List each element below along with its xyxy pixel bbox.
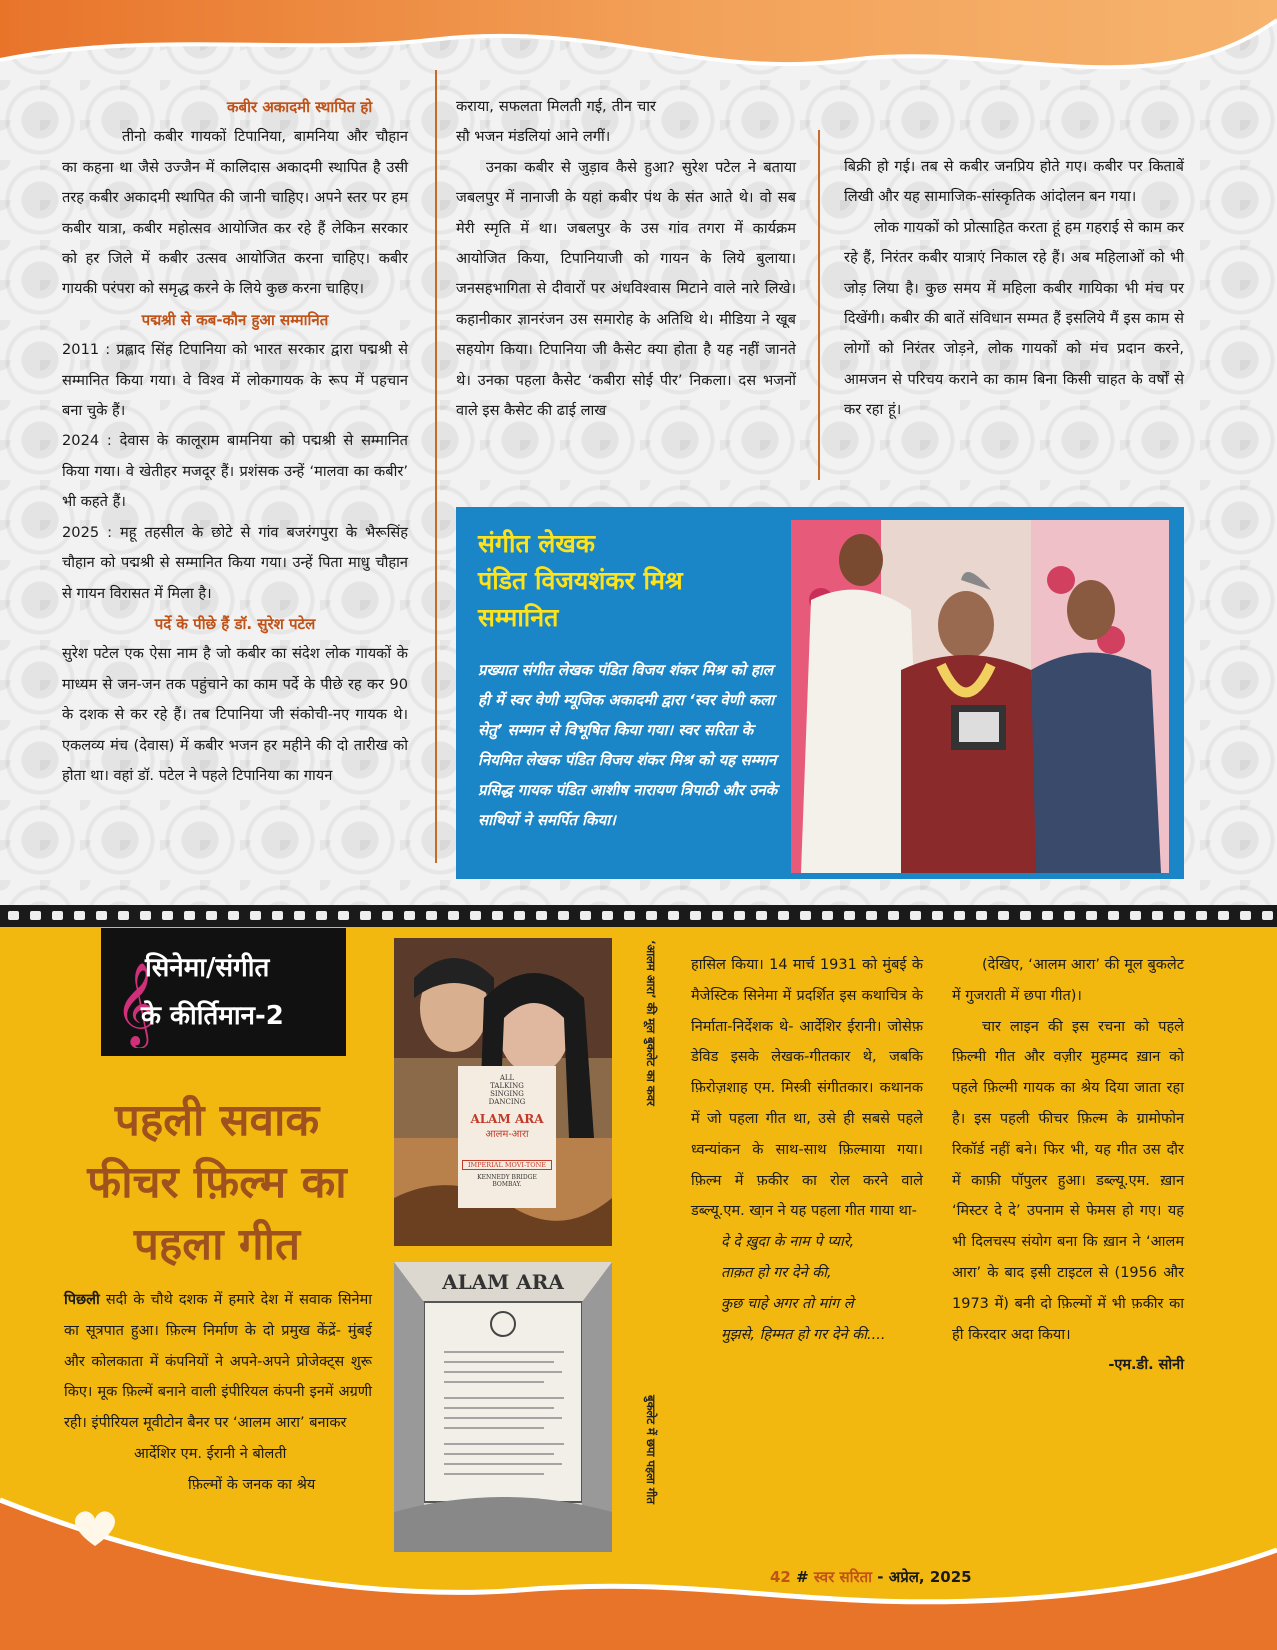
film-sprocket-hole xyxy=(734,911,745,920)
film-sprocket-hole xyxy=(844,911,855,920)
headline-line: पहला गीत xyxy=(133,1219,301,1270)
paragraph: 2024 : देवास के कालूराम बामनिया को पद्मश्री से सम्मानित किया गया। वे खेतीहर मजदूर हैं। प्रशंसक उन्हें ‘मालवा का कबीर’ भी कहते हैं। xyxy=(62,432,408,511)
footer-separator: # xyxy=(796,1568,809,1586)
film-sprocket-hole xyxy=(162,911,173,920)
subheading-suresh-patel: पर्दे के पीछे हैं डॉ. सुरेश पटेल xyxy=(154,614,316,633)
film-sprocket-hole xyxy=(1240,911,1251,920)
film-sprocket-hole xyxy=(866,911,877,920)
film-sprocket-hole xyxy=(96,911,107,920)
film-sprocket-hole xyxy=(228,911,239,920)
film-sprocket-hole xyxy=(888,911,899,920)
paragraph: (देखिए, ‘आलम आरा’ की मूल बुकलेट में गुजराती में छपा गीत)। xyxy=(952,957,1184,1004)
paragraph: सुरेश पटेल एक ऐसा नाम है जो कबीर का संदेश लोक गायकों के माध्यम से जन-जन तक पहुंचाने का काम पर्दे के पीछे रह कर 90 के दशक से कर रहे हैं। तब टिपानिया जी संकोची-नए गायक थे। एकलव्य मंच (देवास) में कबीर भजन हर महीने की दो तारीख को होता था। वहां डॉ. पटेल ने पहले टिपानिया का गायन xyxy=(62,645,408,784)
film-sprocket-hole xyxy=(294,911,305,920)
paragraph: चार लाइन की इस रचना को पहले फ़िल्मी गीत और वज़ीर मुहम्मद ख़ान को पहले फ़िल्मी गायक का श्रेय दिया जाता रहा है। इस पहली फीचर फ़िल्म के ग्रामोफोन रिकॉर्ड नहीं बने। फिर भी, यह गीत उस दौर में काफ़ी पॉपुलर हुआ। डब्ल्यू.एम. ख़ान ‘मिस्टर दे दे’ उपनाम से फेमस हो गए। यह भी दिलचस्प संयोग बना कि ख़ान ने ‘आलम आरा’ के बाद इसी टाइटल से (1956 और 1973 में) बनी दो फ़िल्मों में भी फ़कीर का ही किरदार अदा किया। xyxy=(952,1018,1184,1343)
poster-title: ALAM ARA xyxy=(470,1112,544,1126)
film-sprocket-hole xyxy=(558,911,569,920)
headline xyxy=(62,1090,372,1276)
paragraph-text: सदी के चौथे दशक में हमारे देश में सवाक सिनेमा का सूत्रपात हुआ। फ़िल्म निर्माण के दो प्रमुख केंद्रें- मुंबई और कोलकाता में कंपनियों ने अपने-अपने प्रोजेक्ट्स शुरू किए। मूक फ़िल्में बनाने वाली इंपीरियल कंपनी इनमें अग्रणी रही। इंपीरियल मूवीटोन बैनर पर ‘आलम आरा’ बनाकर xyxy=(64,1292,372,1432)
film-sprocket-hole xyxy=(998,911,1009,920)
svg-text:𝄞: 𝄞 xyxy=(115,961,158,1045)
film-sprocket-hole xyxy=(580,911,591,920)
film-sprocket-hole xyxy=(404,911,415,920)
film-sprocket-hole xyxy=(360,911,371,920)
box-title-line: पंडित विजयशंकर मिश्र xyxy=(478,566,683,595)
film-sprocket-hole xyxy=(1218,911,1229,920)
poster-hindi-title: आलम-आरा xyxy=(485,1129,529,1140)
film-sprocket-hole xyxy=(756,911,767,920)
bottom-wave-band xyxy=(0,1480,1277,1650)
film-sprocket-hole xyxy=(514,911,525,920)
film-sprocket-hole xyxy=(1108,911,1119,920)
paragraph: 2011 : प्रह्लाद सिंह टिपानिया को भारत सरकार द्वारा पद्मश्री से सम्मानित किया गया। वे विश्व में लोकगायक के रूप में पहचान बना चुके हैं। xyxy=(62,341,408,420)
film-sprocket-hole xyxy=(1042,911,1053,920)
film-sprocket-hole xyxy=(536,911,547,920)
poster-company: IMPERIAL MOVI-TONE xyxy=(462,1160,552,1170)
film-sprocket-hole xyxy=(624,911,635,920)
film-sprocket-hole xyxy=(954,911,965,920)
booklet-title: ALAM ARA xyxy=(442,1270,564,1294)
film-sprocket-hole xyxy=(910,911,921,920)
film-sprocket-hole xyxy=(778,911,789,920)
author-credit: -एम.डी. सोनी xyxy=(1108,1357,1184,1374)
film-sprocket-hole xyxy=(800,911,811,920)
film-sprocket-hole xyxy=(1152,911,1163,920)
film-sprocket-hole xyxy=(8,911,19,920)
paragraph: हासिल किया। 14 मार्च 1931 को मुंबई के मैजेस्टिक सिनेमा में प्रदर्शित इस कथाचित्र के निर्माता-निर्देशक थे- आर्देशिर ईरानी। जोसेफ़ डेविड इसके लेखक-गीतकार थे, जबकि फ़िरोज़शाह एम. मिस्त्री संगीतकार। कथानक में जो पहला गीत था, उसे ही सबसे पहले ध्वन्यांकन के साथ-साथ फ़िल्माया गया। फ़िल्म में फ़कीर का रोल करने वाले डब्ल्यू.एम. खा़न ने यह पहला गीत गाया था- xyxy=(691,957,923,1220)
poster-text: SINGING xyxy=(490,1090,524,1098)
film-sprocket-hole xyxy=(448,911,459,920)
film-sprocket-hole xyxy=(646,911,657,920)
film-sprocket-hole xyxy=(30,911,41,920)
article-column-3 xyxy=(844,152,1184,426)
series-title-line: सिनेमा/संगीत xyxy=(145,953,270,983)
subheading-kabir-academy: कबीर अकादमी स्थापित हो xyxy=(227,98,373,116)
poster-text: DANCING xyxy=(488,1098,526,1106)
film-sprocket-hole xyxy=(690,911,701,920)
film-sprocket-hole xyxy=(1196,911,1207,920)
film-sprocket-hole xyxy=(250,911,261,920)
song-line: कुछ चाहे अगर तो मांग ले xyxy=(721,1295,854,1312)
poster-text: TALKING xyxy=(490,1082,524,1090)
paragraph: फ़िल्मों के जनक का श्रेय xyxy=(188,1476,316,1493)
box-title-line: संगीत लेखक xyxy=(478,529,596,558)
film-sprocket-hole xyxy=(1064,911,1075,920)
image-caption-vertical: बुकलेट में छपा पहला गीत xyxy=(644,1395,658,1504)
poster-text: ALL xyxy=(499,1074,515,1082)
paragraph: उनका कबीर से जुड़ाव कैसे हुआ? सुरेश पटेल ने बताया जबलपुर में नानाजी के यहां कबीर पंथ के संत आते थे। वो सब मेरी स्मृति में था। जबलपुर के उस गांव तगरा में कार्यक्रम आयोजित किया, टिपानियाजी को गायन के लिये बुलाया। जनसहभागिता से दीवारों पर अंधविश्वास मिटाने वाले नारे लिखे। कहानीकार ज्ञानरंजन उस समारोह के अतिथि थे। मीडिया ने खूब सहयोग किया। टिपानिया जी कैसेट क्या होता है यह नहीं जानते थे। उनका पहला कैसेट ‘कबीरा सोई पीर’ निकला। दस भजनों वाले इस कैसेट की ढाई लाख xyxy=(456,158,796,420)
magazine-name: स्वर सरिता xyxy=(813,1568,873,1586)
lead-word: पिछली xyxy=(64,1292,100,1308)
paragraph: कराया, सफलता मिलती गई, तीन चार सौ भजन मंडलियां आने लगीं। xyxy=(456,98,656,146)
film-sprocket-hole xyxy=(74,911,85,920)
poster-text: KENNEDY BRIDGE xyxy=(477,1174,537,1181)
headline-line: फीचर फ़िल्म का xyxy=(87,1157,347,1208)
film-sprocket-hole xyxy=(206,911,217,920)
cinema-column-2 xyxy=(691,950,923,1350)
cinema-column-1 xyxy=(64,1285,372,1501)
page-number: 42 xyxy=(770,1568,791,1586)
image-caption-vertical: ‘आलम आरा’ की मूल बुकलेट का कवर xyxy=(644,940,658,1106)
film-sprocket-hole xyxy=(1130,911,1141,920)
page-footer xyxy=(770,1567,972,1587)
film-sprocket-hole xyxy=(668,911,679,920)
film-sprocket-hole xyxy=(470,911,481,920)
column-divider xyxy=(818,130,820,480)
paragraph: बिक्री हो गई। तब से कबीर जनप्रिय होते गए। कबीर पर किताबें लिखी और यह सामाजिक-सांस्कृतिक आंदोलन बन गया। xyxy=(844,158,1184,206)
song-line: ताक़त हो गर देने की, xyxy=(721,1264,832,1281)
film-sprocket-hole xyxy=(712,911,723,920)
song-line: दे दे ख़ुदा के नाम पे प्यारे, xyxy=(721,1234,855,1251)
film-sprocket-hole xyxy=(140,911,151,920)
award-ceremony-photo xyxy=(791,520,1169,873)
film-sprocket-hole xyxy=(976,911,987,920)
box-body-text: प्रख्यात संगीत लेखक पंडित विजय शंकर मिश्र को हाल ही में स्वर वेणी म्यूजिक अकादमी द्वारा ‘स्वर वेणी कला सेतु’ सम्मान से विभूषित किया गया। स्वर सरिता के नियमित लेखक पंडित विजय शंकर मिश्र को यह सम्मान प्रसिद्ध गायक पंडित आशीष नारायण त्रिपाठी और उनके साथियों ने समर्पित किया। xyxy=(478,661,778,829)
film-sprocket-hole xyxy=(602,911,613,920)
film-sprocket-hole xyxy=(932,911,943,920)
film-sprocket-hole xyxy=(52,911,63,920)
series-title-line: के कीर्तिमान-2 xyxy=(141,1001,284,1031)
subheading-padmashri: पद्मश्री से कब-कौन हुआ सम्मानित xyxy=(141,310,329,329)
paragraph xyxy=(64,1285,372,1439)
film-sprocket-hole xyxy=(822,911,833,920)
film-sprocket-hole xyxy=(1086,911,1097,920)
film-sprocket-hole xyxy=(118,911,129,920)
film-sprocket-hole xyxy=(316,911,327,920)
headline-line: पहली सवाक xyxy=(114,1095,320,1146)
series-label-box xyxy=(101,928,346,1056)
article-column-2 xyxy=(456,92,796,426)
column-divider xyxy=(435,70,437,863)
alam-ara-booklet-song-page xyxy=(394,1262,612,1552)
song-lyrics xyxy=(691,1227,923,1350)
film-sprocket-hole xyxy=(1262,911,1273,920)
article-column-1 xyxy=(62,92,408,791)
issue-date: - अप्रेल, 2025 xyxy=(877,1568,972,1586)
alam-ara-booklet-cover xyxy=(394,938,612,1246)
film-sprocket-hole xyxy=(338,911,349,920)
paragraph: लोक गायकों को प्रोत्साहित करता हूं हम गहराई से काम कर रहे हैं, निरंतर कबीर यात्राएं निकाल रहे हैं। अब महिलाओं को भी जोड़ लिया है। कुछ समय में महिला कबीर गायिका भी मंच पर दिखेंगी। कबीर की बातें संविधान सम्मत हैं इसलिये मैं इस काम से लोगों को निरंतर जोड़ने, लोक गायकों को मंच प्रदान करने, आमजन से परिचय कराने का काम बिना किसी चाहत के वर्षों से कर रहा हूं। xyxy=(844,218,1184,419)
poster-text: BOMBAY. xyxy=(492,1181,522,1188)
box-title-line: सम्मानित xyxy=(478,603,559,632)
song-line: मुझसे, हिम्मत हो गर देने की.... xyxy=(721,1326,886,1343)
paragraph: 2025 : महू तहसील के छोटे से गांव बजरंगपुरा के भैरूसिंह चौहान को पद्मश्री से सम्मानित किया गया। उन्हें पिता माधु चौहान से गायन विरासत में मिला है। xyxy=(62,523,408,602)
film-sprocket-hole xyxy=(382,911,393,920)
film-sprocket-hole xyxy=(1020,911,1031,920)
film-sprocket-hole xyxy=(272,911,283,920)
heart-icon xyxy=(70,1508,120,1548)
film-sprocket-hole xyxy=(492,911,503,920)
paragraph: तीनो कबीर गायकों टिपानिया, बामनिया और चौहान का कहना था जैसे उज्जैन में कालिदास अकादमी स्थापित है उसी तरह कबीर अकादमी स्थापित की जानी चाहिए। अपने स्तर पर हम कबीर यात्रा, कबीर महोत्सव आयोजित कर रहे हैं लेकिन सरकार को हर जिले में कबीर उत्सव आयोजित करना चाहिए। कबीर गायकी परंपरा को समृद्ध करने के लिये कुछ करना चाहिए। xyxy=(62,128,408,298)
film-sprocket-hole xyxy=(426,911,437,920)
cinema-column-3 xyxy=(952,950,1184,1381)
film-strip-divider xyxy=(0,905,1277,927)
paragraph: आर्देशिर एम. ईरानी ने बोलती xyxy=(134,1445,287,1462)
film-sprocket-hole xyxy=(184,911,195,920)
film-sprocket-hole xyxy=(1174,911,1185,920)
poster-card xyxy=(458,1066,556,1208)
